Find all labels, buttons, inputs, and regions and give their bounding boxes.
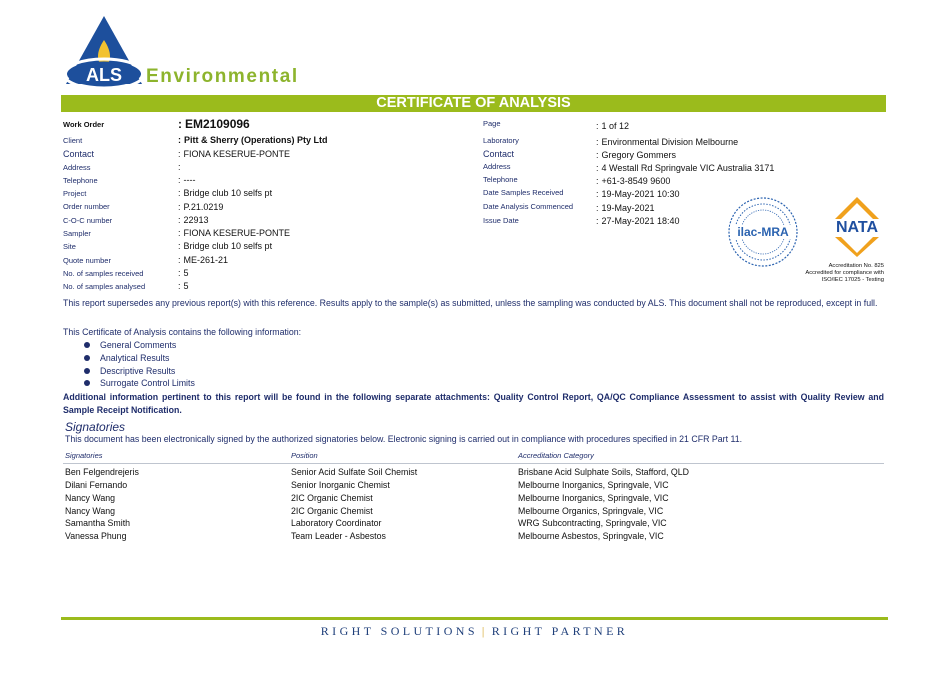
value-date-received: : 19-May-2021 10:30 bbox=[596, 189, 680, 199]
signatory-category: Melbourne Organics, Springvale, VIC bbox=[518, 506, 664, 516]
coa-item: Surrogate Control Limits bbox=[84, 378, 195, 388]
nata-logo bbox=[824, 195, 890, 257]
nata-text: NATA bbox=[835, 219, 879, 236]
value-order-number: : P.21.0219 bbox=[178, 202, 224, 212]
nata-accreditation-text bbox=[760, 263, 884, 285]
signatories-description: This document has been electronically signed by the authorized signatories below. Electronic signing is carried out in compliance with procedures specified in 21 CFR Part 11. bbox=[65, 434, 743, 444]
label-coc-number: C-O-C number bbox=[63, 216, 113, 225]
label-samples-received: No. of samples received bbox=[63, 269, 144, 278]
value-lab-address: : 4 Westall Rd Springvale VIC Australia 3171 bbox=[596, 163, 775, 173]
value-site: : Bridge club 10 selfs pt bbox=[178, 241, 273, 251]
label-work-order: Work Order bbox=[63, 120, 105, 129]
label-contact: Contact bbox=[63, 149, 95, 159]
value-lab-telephone: : +61-3-8549 9600 bbox=[596, 176, 671, 186]
label-lab-contact: Contact bbox=[483, 149, 515, 159]
bullet-icon bbox=[84, 355, 90, 361]
signatories-rule bbox=[63, 463, 884, 464]
value-issue-date: : 27-May-2021 18:40 bbox=[596, 216, 680, 226]
footer-right: RIGHT PARTNER bbox=[491, 624, 629, 638]
signatory-category: WRG Subcontracting, Springvale, VIC bbox=[518, 518, 667, 528]
label-lab-telephone: Telephone bbox=[483, 175, 518, 184]
value-address: : bbox=[178, 162, 181, 172]
label-order-number: Order number bbox=[63, 202, 110, 211]
signatory-name: Dilani Fernando bbox=[65, 480, 128, 490]
logo-wordmark: Environmental bbox=[146, 66, 299, 87]
logo-als-text: ALS bbox=[86, 65, 122, 85]
nata-line-2: Accredited for compliance with bbox=[805, 270, 884, 277]
col-header-position: Position bbox=[291, 451, 318, 460]
document-title: CERTIFICATE OF ANALYSIS bbox=[376, 95, 571, 111]
signatory-position: 2IC Organic Chemist bbox=[291, 493, 373, 503]
signatory-name: Nancy Wang bbox=[65, 493, 116, 503]
signatory-category: Melbourne Inorganics, Springvale, VIC bbox=[518, 493, 669, 503]
signatory-position: Laboratory Coordinator bbox=[291, 518, 382, 528]
label-telephone: Telephone bbox=[63, 176, 98, 185]
footer-tagline bbox=[61, 624, 888, 639]
value-project: : Bridge club 10 selfs pt bbox=[178, 188, 273, 198]
value-page: : 1 of 12 bbox=[596, 121, 630, 131]
signatory-position: Team Leader - Asbestos bbox=[291, 531, 386, 541]
col-header-accreditation: Accreditation Category bbox=[518, 451, 594, 460]
signatory-name: Nancy Wang bbox=[65, 506, 116, 516]
coa-item: Descriptive Results bbox=[84, 366, 175, 376]
label-site: Site bbox=[63, 242, 76, 251]
bullet-icon bbox=[84, 342, 90, 348]
label-project: Project bbox=[63, 189, 87, 198]
signatory-category: Brisbane Acid Sulphate Soils, Stafford, QLD bbox=[518, 467, 689, 477]
supersede-notice: This report supersedes any previous report(s) with this reference. Results apply to the sample(s) as submitted, unless the sampling was conducted by ALS. This document shall not be reproduced, except in full. bbox=[63, 298, 878, 308]
value-quote-number: : ME-261-21 bbox=[178, 255, 229, 265]
label-quote-number: Quote number bbox=[63, 256, 111, 265]
signatories-heading: Signatories bbox=[65, 420, 126, 434]
signatory-name: Samantha Smith bbox=[65, 518, 131, 528]
label-samples-analysed: No. of samples analysed bbox=[63, 282, 146, 291]
additional-info: Additional information pertinent to this report will be found in the following separate attachments: Quality Control Report, QA/QC Compliance Assessment to assist with Quality Review and Sample Receipt Notification. bbox=[63, 392, 884, 415]
col-header-signatories: Signatories bbox=[65, 451, 103, 460]
value-date-commenced: : 19-May-2021 bbox=[596, 203, 655, 213]
value-coc-number: : 22913 bbox=[178, 215, 209, 225]
signatory-name: Ben Felgendrejeris bbox=[65, 467, 139, 477]
nata-line-1: Accreditation No. 825 bbox=[828, 263, 884, 269]
als-logo bbox=[60, 14, 160, 90]
ilac-mra-logo bbox=[727, 196, 799, 268]
value-laboratory: : Environmental Division Melbourne bbox=[596, 137, 739, 147]
title-bar bbox=[61, 95, 886, 112]
label-issue-date: Issue Date bbox=[483, 216, 519, 225]
label-sampler: Sampler bbox=[63, 229, 91, 238]
coa-item: Analytical Results bbox=[84, 353, 169, 363]
label-date-commenced: Date Analysis Commenced bbox=[483, 202, 574, 211]
label-client: Client bbox=[63, 136, 83, 145]
label-address: Address bbox=[63, 163, 91, 172]
footer-rule bbox=[61, 617, 888, 620]
signatory-position: Senior Inorganic Chemist bbox=[291, 480, 390, 490]
signatory-position: 2IC Organic Chemist bbox=[291, 506, 373, 516]
coa-item: General Comments bbox=[84, 340, 176, 350]
label-lab-address: Address bbox=[483, 162, 511, 171]
signatory-name: Vanessa Phung bbox=[65, 531, 127, 541]
value-work-order: : EM2109096 bbox=[178, 117, 250, 131]
value-client: : Pitt & Sherry (Operations) Pty Ltd bbox=[178, 135, 328, 145]
signatory-position: Senior Acid Sulfate Soil Chemist bbox=[291, 467, 418, 477]
nata-line-3: ISO/IEC 17025 - Testing bbox=[821, 277, 884, 284]
bullet-icon bbox=[84, 368, 90, 374]
ilac-text: ilac-MRA bbox=[737, 225, 789, 239]
label-laboratory: Laboratory bbox=[483, 136, 519, 145]
label-date-received: Date Samples Received bbox=[483, 188, 564, 197]
value-sampler: : FIONA KESERUE-PONTE bbox=[178, 228, 291, 238]
footer-separator: | bbox=[481, 624, 488, 638]
value-samples-received: : 5 bbox=[178, 268, 189, 278]
footer-left: RIGHT SOLUTIONS bbox=[320, 624, 478, 638]
value-samples-analysed: : 5 bbox=[178, 281, 189, 291]
value-telephone: : ---- bbox=[178, 175, 196, 185]
label-page: Page bbox=[483, 119, 501, 128]
signatory-category: Melbourne Asbestos, Springvale, VIC bbox=[518, 531, 664, 541]
value-contact: : FIONA KESERUE-PONTE bbox=[178, 149, 291, 159]
coa-intro: This Certificate of Analysis contains the following information: bbox=[63, 327, 302, 337]
bullet-icon bbox=[84, 380, 90, 386]
signatory-category: Melbourne Inorganics, Springvale, VIC bbox=[518, 480, 669, 490]
value-lab-contact: : Gregory Gommers bbox=[596, 150, 677, 160]
